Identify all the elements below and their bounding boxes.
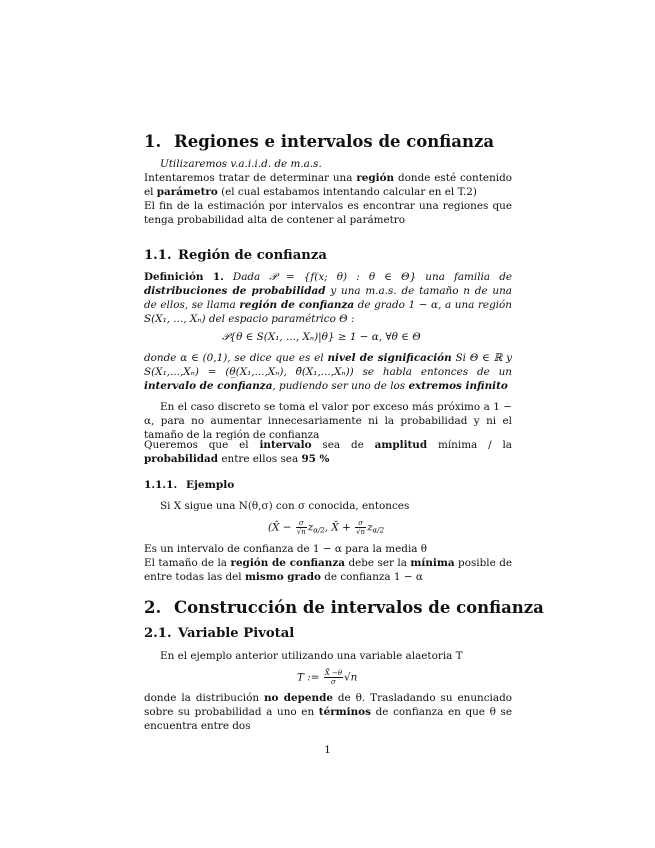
section-number: 1.1. [144, 248, 172, 263]
subscript: α/2 [313, 526, 325, 535]
display-formula: 𝒫{θ ∈ S(X₁, ..., Xₙ)|θ} ≥ 1 − α, ∀θ ∈ Θ [222, 331, 421, 343]
section-2-heading [144, 598, 544, 617]
subscript: α/2 [372, 526, 385, 535]
emphasis: intervalo [259, 439, 312, 451]
emphasis: región de confianza [239, 299, 355, 311]
section-number: 2.1. [144, 626, 172, 641]
numerator: σ [296, 519, 307, 528]
paragraph [144, 199, 512, 227]
section-title: Construcción de intervalos de confianza [174, 598, 544, 617]
section-title: Variable Pivotal [178, 626, 295, 641]
numerator: X̄ −θ [324, 669, 343, 677]
section-number: 1. [144, 132, 162, 151]
emphasis: intervalo de confianza [144, 380, 273, 392]
definition-continued [144, 351, 512, 393]
text: debe ser la [344, 557, 411, 569]
paragraph [144, 542, 512, 556]
paragraph [144, 691, 512, 733]
text: (el cual estabamos intentando calcular en el T.2) [217, 186, 477, 198]
section-2-1-heading [144, 626, 294, 641]
text: de confianza en que θ se encuentra entre dos [144, 706, 512, 732]
text: y una m.a.s. de tamaño n de una de ellos, se llama [144, 285, 512, 311]
emphasis: mismo grado [244, 571, 321, 583]
emphasis: no depende [264, 692, 333, 704]
text: donde α ∈ (0,1), se dice que es el [144, 352, 328, 364]
section-title: Regiones e intervalos de confianza [174, 132, 495, 151]
text: Es un intervalo de confianza de 1 − α para la media θ [144, 543, 428, 555]
emphasis: nivel de significación [327, 352, 452, 364]
definition-label: Definición 1. [144, 271, 224, 283]
emphasis: probabilidad [144, 453, 219, 465]
formula-part: √n [344, 671, 358, 684]
formula-part: z [307, 521, 314, 534]
section-1-heading [144, 132, 494, 151]
paragraph [144, 556, 512, 584]
formula-part: , X̄ + [324, 521, 355, 534]
text: Si X sigue una N(θ,σ) con σ conocida, entonces [160, 500, 410, 512]
emphasis: parámetro [156, 186, 218, 198]
emphasis: amplitud [374, 439, 428, 451]
text: En el caso discreto se toma el valor por exceso más próximo a 1 − α, para no aumentar innecesariamente ni la probabilidad y ni el tamaño de la región de confianza [144, 401, 512, 441]
section-title: Ejemplo [186, 479, 235, 491]
paragraph [144, 499, 512, 513]
formula-part: z [367, 521, 373, 534]
denominator: σ [331, 678, 336, 686]
numerator: σ [355, 519, 366, 528]
paragraph [144, 400, 512, 442]
text: El fin de la estimación por intervalos es encontrar una regiones que tenga probabilidad alta de contener al parámetro [144, 200, 512, 226]
section-number: 2. [144, 598, 162, 617]
formula-part: T := [297, 671, 323, 684]
fraction [296, 519, 307, 536]
denominator: √n [356, 528, 366, 536]
emphasis: región [356, 172, 395, 184]
paragraph [144, 171, 512, 199]
text: En el ejemplo anterior utilizando una variable alaetoria T [160, 650, 463, 662]
fraction [355, 519, 366, 536]
section-1-1-heading [144, 248, 327, 263]
text: donde la distribución [144, 692, 264, 704]
text: Si Θ ∈ ℝ y S(X₁,...,Xₙ) = (θ̲(X₁,...,Xₙ), θ̄(X₁,...,Xₙ)) se habla entonces de un [144, 352, 513, 378]
section-1-1-1-heading [144, 479, 234, 491]
text: , pudiendo ser uno de los [272, 380, 409, 392]
text: mínima / la [427, 439, 512, 451]
paragraph [144, 157, 512, 171]
emphasis: distribuciones de probabilidad [144, 285, 326, 297]
emphasis: 95 % [301, 453, 330, 465]
emphasis: extremos infinito [408, 380, 508, 392]
section-number: 1.1.1. [144, 479, 178, 491]
page-number: 1 [324, 744, 331, 756]
emphasis: región de confianza [230, 557, 345, 569]
paragraph [144, 438, 512, 466]
emphasis: términos [318, 706, 371, 718]
text: Queremos que el [144, 439, 260, 451]
formula-part: (X̄ − [268, 521, 295, 534]
text: sea de [311, 439, 375, 451]
display-formula [297, 669, 357, 686]
text: de confianza 1 − α [320, 571, 423, 583]
definition [144, 270, 512, 326]
fraction [324, 669, 343, 686]
text: Intentaremos tratar de determinar una [144, 172, 357, 184]
text: donde esté contenido el [144, 172, 512, 198]
text: posible de entre todas las del [144, 557, 513, 583]
denominator: √n [296, 528, 306, 536]
emphasis: mínima [410, 557, 455, 569]
paragraph [144, 649, 512, 663]
display-formula [268, 519, 384, 536]
text: entre ellos sea [218, 453, 302, 465]
text: de θ. Trasladando su enunciado sobre su probabilidad a uno en [144, 692, 512, 718]
text: Dada 𝒫 = {f(x; θ) : θ ∈ Θ} una familia de [223, 271, 512, 283]
text: de grado 1 − α, a una región S(X₁, ..., Xₙ) del espacio paramétrico Θ : [144, 299, 512, 325]
section-title: Región de confianza [178, 248, 327, 263]
paragraph-text: Utilizaremos v.a.i.i.d. de m.a.s. [160, 158, 322, 170]
text: El tamaño de la [144, 557, 231, 569]
